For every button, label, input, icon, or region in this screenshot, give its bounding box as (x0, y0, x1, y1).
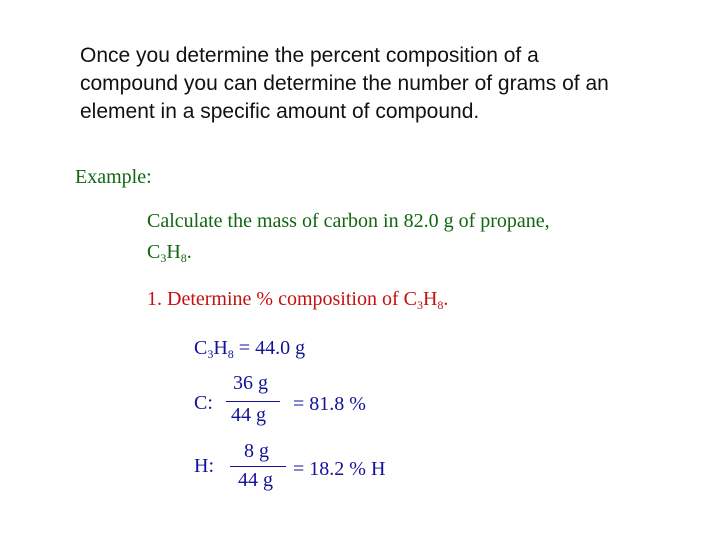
hydrogen-numerator: 8 g (244, 440, 269, 462)
step-1-heading (147, 288, 448, 311)
hydrogen-denominator: 44 g (238, 469, 273, 491)
carbon-fraction-bar (226, 401, 280, 402)
carbon-denominator: 44 g (231, 404, 266, 426)
step-1-h: H (422, 288, 438, 310)
intro-paragraph (80, 42, 609, 126)
molar-mass-c: C (194, 337, 208, 359)
formula-c: C (147, 241, 161, 263)
formula-c-subscript: 3 (160, 251, 167, 265)
formula-period: . (186, 241, 192, 263)
step-1-period: . (443, 288, 449, 310)
example-prompt-formula (147, 241, 192, 264)
hydrogen-fraction-bar (230, 466, 286, 467)
formula-h-subscript: 8 (180, 251, 187, 265)
intro-line-1: Once you determine the percent composition of a (80, 44, 539, 67)
example-label: Example: (75, 166, 152, 188)
carbon-numerator: 36 g (233, 372, 268, 394)
formula-h: H (166, 241, 181, 263)
carbon-label: C: (194, 392, 213, 414)
step-1-h-subscript: 8 (437, 298, 444, 312)
molar-mass-line (194, 337, 305, 360)
step-1-c-subscript: 3 (416, 298, 423, 312)
hydrogen-result: = 18.2 % H (293, 458, 386, 480)
molar-mass-h: H (213, 337, 228, 359)
intro-line-3: element in a specific amount of compound. (80, 100, 480, 123)
intro-line-2: compound you can determine the number of grams of an (80, 72, 609, 95)
hydrogen-label: H: (194, 455, 214, 477)
example-prompt-line-1: Calculate the mass of carbon in 82.0 g of propane, (147, 210, 550, 232)
molar-mass-h-subscript: 8 (227, 347, 234, 361)
molar-mass-value: = 44.0 g (238, 337, 306, 359)
carbon-result: = 81.8 % (293, 393, 366, 415)
molar-mass-c-subscript: 3 (207, 347, 214, 361)
step-1-text: 1. Determine % composition of C (147, 288, 417, 310)
